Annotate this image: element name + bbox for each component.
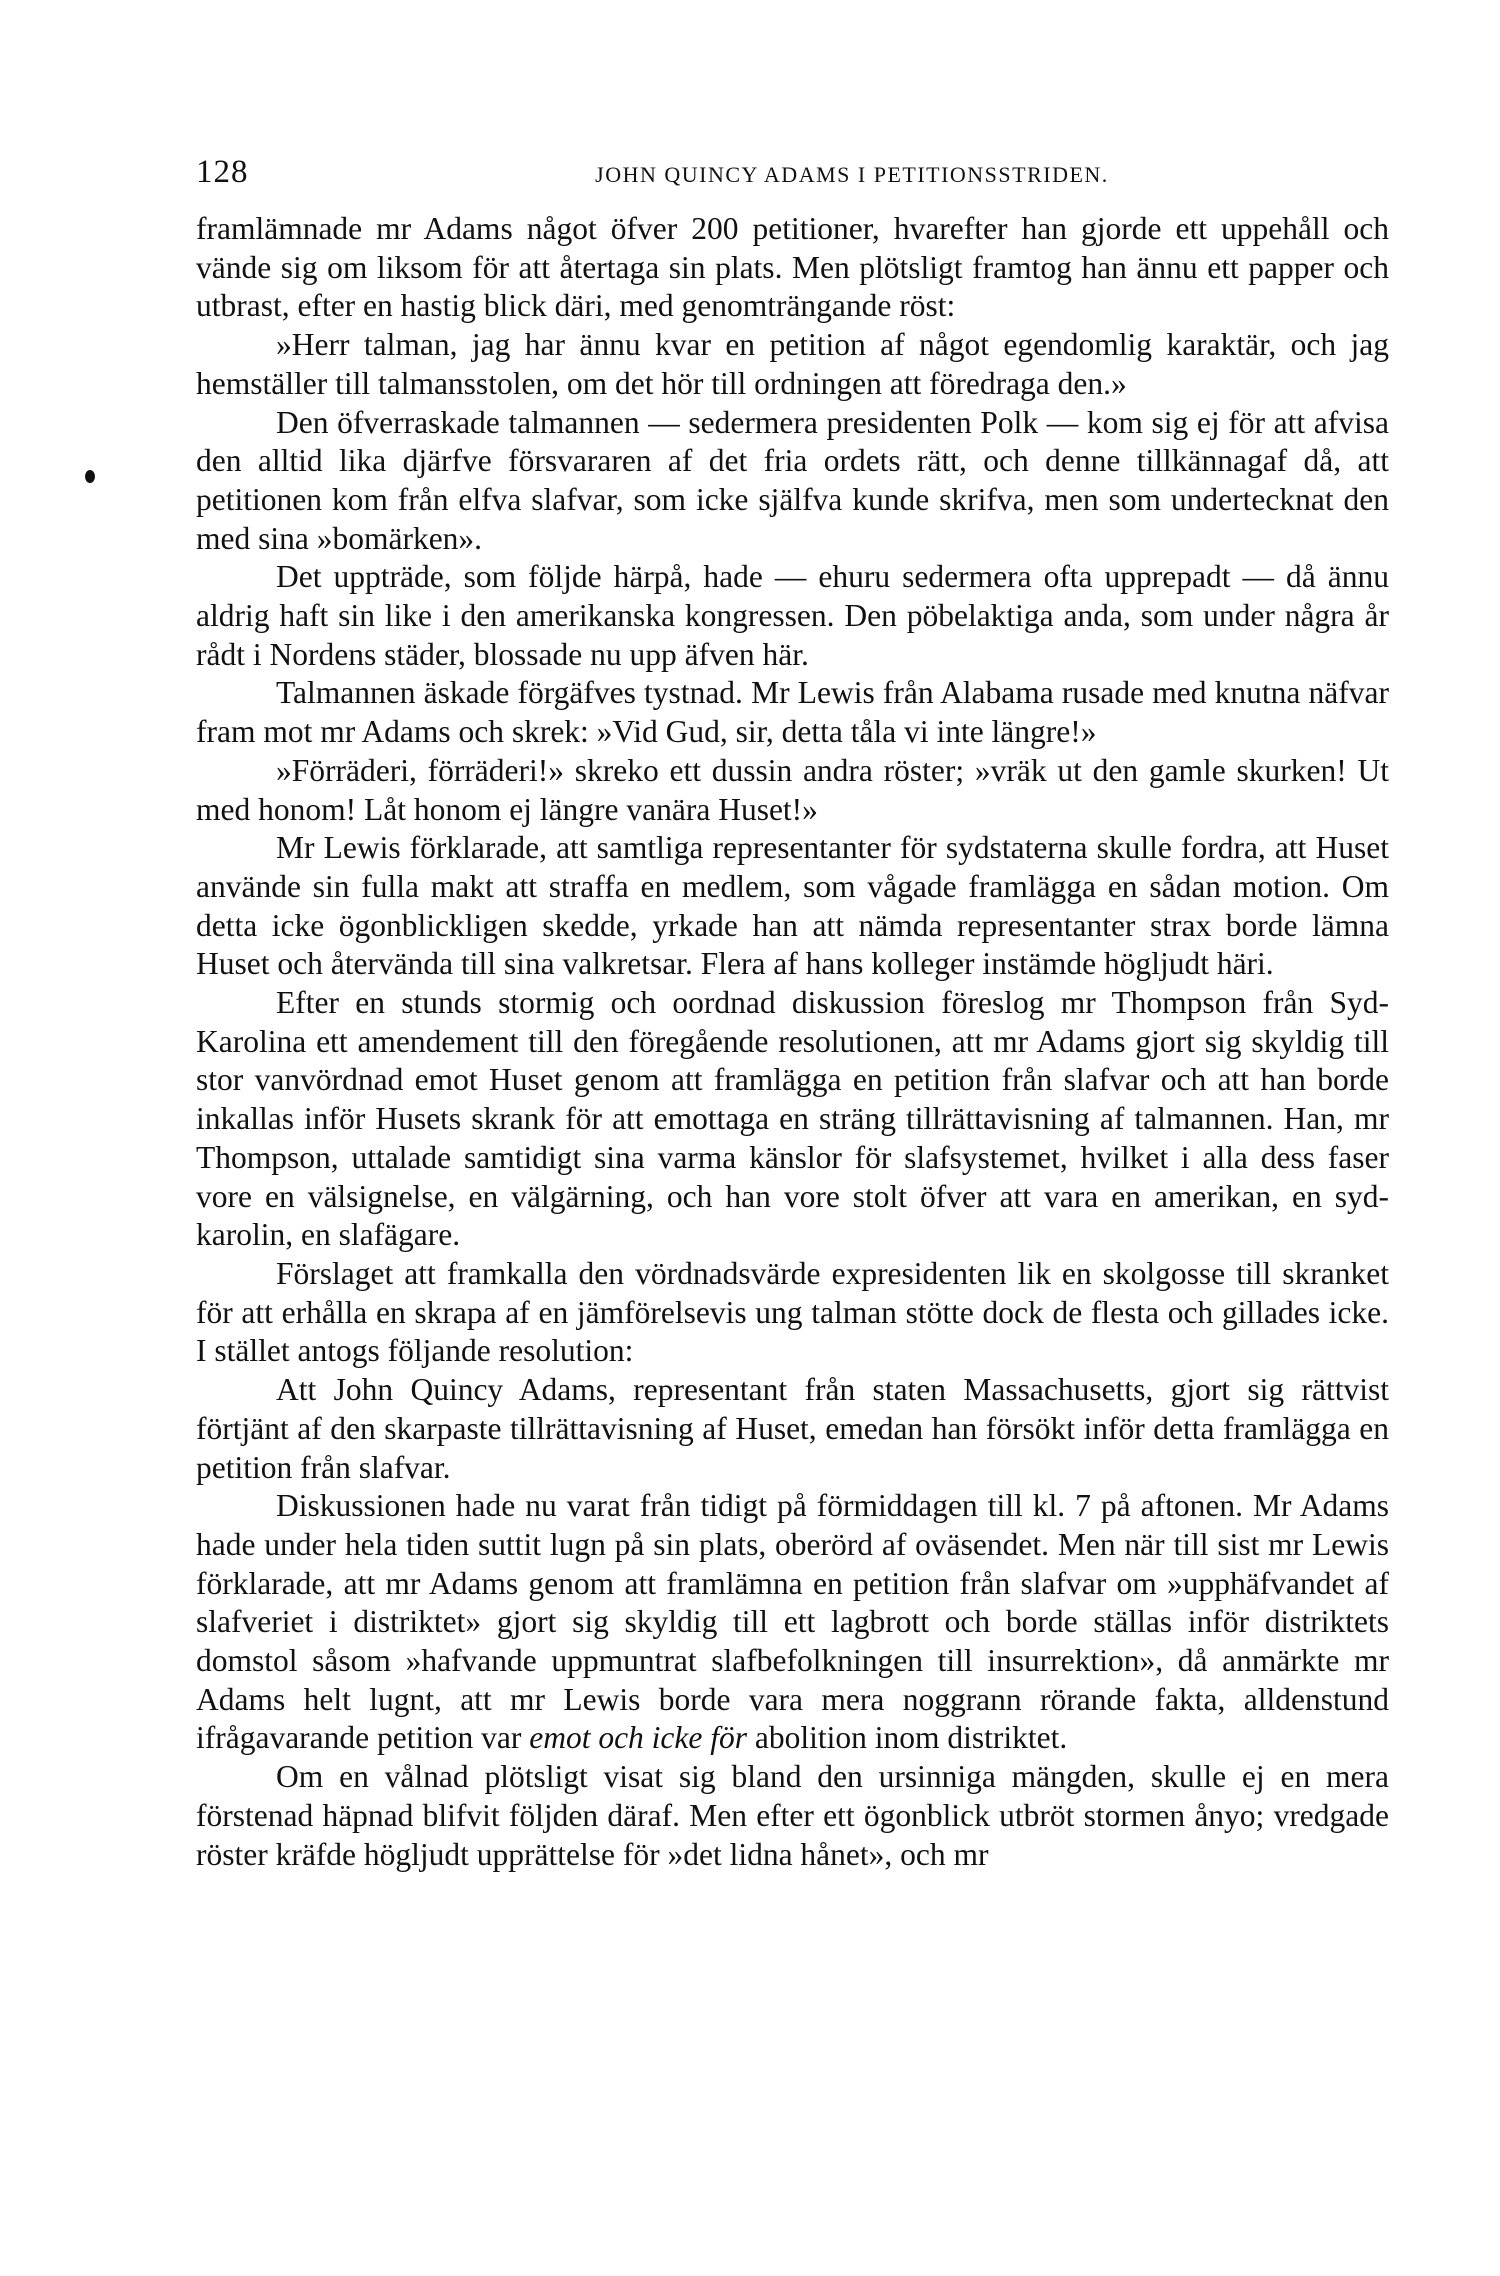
paragraph-text: Diskussionen hade nu varat från tidigt på förmiddagen till kl. 7 på aftonen. Mr Adams hade under hela tiden suttit lugn på sin plats, oberörd af oväsendet. Men när till sist mr Lewis förklarade, att mr Adams genom att framlämna en petition från slafvar om »upphäfvandet af slafveriet i distriktet» gjort sig skyldig till ett lagbrott och borde ställas inför distriktets domstol såsom »hafvande uppmuntrat slafbefolkningen till insurrektion», då anmärkte mr Adams helt lugnt, att mr Lewis borde vara mera noggrann rörande fakta, alldenstund ifrågavarande petition var (196, 1488, 1389, 1756)
paragraph: Förslaget att framkalla den vördnadsvärde expresidenten lik en skolgosse till skranket för att erhålla en skrapa af en jämförelsevis ung talman stötte dock de flesta och gillades icke. I stället antogs följande resolution: (196, 1255, 1389, 1369)
paragraph: Det uppträde, som följde härpå, hade — ehuru sedermera ofta upprepadt — då ännu aldrig haft sin like i den amerikanska kongressen. Den pöbelaktiga anda, som under några år rådt i Nordens städer, blossade nu upp äfven här. (196, 559, 1389, 672)
paragraph: Talmannen äskade förgäfves tystnad. Mr Lewis från Alabama rusade med knutna näfvar fram mot mr Adams och skrek: »Vid Gud, sir, detta tåla vi inte längre!» (196, 675, 1389, 750)
paragraph: Efter en stunds stormig och oordnad diskussion föreslog mr Thompson från Syd-Karolina ett amendement till den föregående resolutionen, att mr Adams gjort sig skyldig till stor vanvördnad emot Huset genom att framlägga en petition från slafvar och att han borde inkallas inför Husets skrank för att emottaga en sträng tillrättavisning af talmannen. Han, mr Thompson, uttalade samtidigt sina varma känslor för slafsystemet, hvilket i alla dess faser vore en välsignelse, en välgärning, och han vore stolt öfver att vara en amerikan, en syd-karolin, en slafägare. (196, 985, 1389, 1253)
paragraph (196, 1487, 1389, 1758)
paragraph: Att John Quincy Adams, representant från staten Massachusetts, gjort sig rättvist förtjänt af den skarpaste tillrättavisning af Huset, emedan han försökt inför detta framlägga en petition från slafvar. (196, 1372, 1389, 1485)
paragraph-text: abolition inom distriktet. (754, 1720, 1068, 1756)
paragraph: framlämnade mr Adams något öfver 200 petitioner, hvarefter han gjorde ett uppehåll och vände sig om liksom för att återtaga sin plats. Men plötsligt framtog han ännu ett papper och utbrast, efter en hastig blick däri, med genomträngande röst: (196, 211, 1389, 324)
page-number: 128 (196, 154, 249, 190)
paragraph: »Herr talman, jag har ännu kvar en petition af något egendomlig karaktär, och jag hemställer till talmansstolen, om det hör till ordningen att föredraga den.» (196, 327, 1389, 401)
margin-ink-mark (85, 470, 95, 483)
page-body (196, 210, 1389, 1874)
paragraph: Den öfverraskade talmannen — sedermera presidenten Polk — kom sig ej för att afvisa den alltid lika djärfve försvararen af det fria ordets rätt, och denne tillkännagaf då, att petitionen kom från elfva slafvar, som icke själfva kunde skrifva, men som undertecknat den med sina »bomärken». (196, 404, 1389, 556)
page-header (196, 154, 1388, 198)
paragraph: Mr Lewis förklarade, att samtliga representanter för sydstaterna skulle fordra, att Huset använde sin fulla makt att straffa en medlem, som vågade framlägga en sådan motion. Om detta icke ögonblickligen skedde, yrkade han att nämda representanter strax borde lämna Huset och återvända till sina valkretsar. Flera af hans kolleger instämde högljudt häri. (196, 830, 1389, 982)
paragraph: »Förräderi, förräderi!» skreko ett dussin andra röster; »vräk ut den gamle skurken! Ut med honom! Låt honom ej längre vanära Huset!» (196, 752, 1389, 827)
paragraph: Om en vålnad plötsligt visat sig bland den ursinniga mängden, skulle ej en mera förstenad häpnad blifvit följden däraf. Men efter ett ögonblick utbröt stormen ånyo; vredgade röster kräfde högljudt upprättelse för »det lidna hånet», och mr (196, 1759, 1389, 1872)
running-title: JOHN QUINCY ADAMS I PETITIONSSTRIDEN. (595, 162, 1109, 187)
emphasized-phrase: emot och icke för (529, 1720, 748, 1756)
